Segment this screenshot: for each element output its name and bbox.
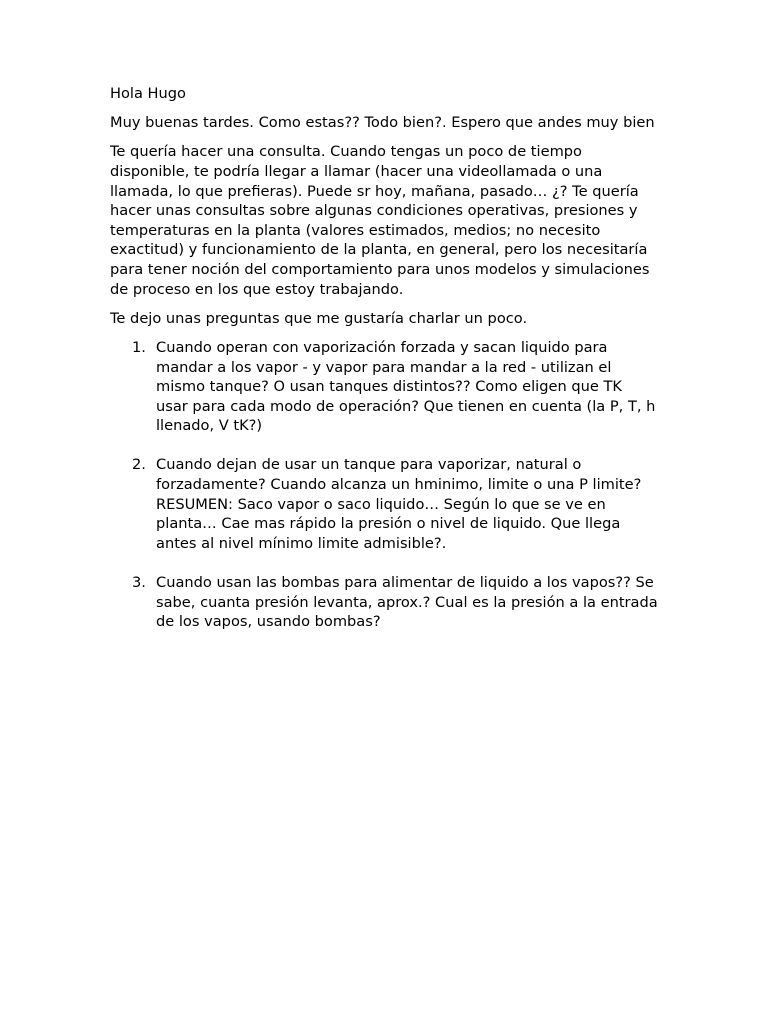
question-item (110, 338, 658, 436)
questions-list (110, 338, 658, 632)
document-page (110, 84, 658, 651)
question-text: Cuando dejan de usar un tanque para vaporizar, natural o forzadamente? Cuando alcanza un hminimo, limite o una P limite? RESUMEN: Saco vapor o saco liquido… Según lo que se ve en planta… Cae mas rápido la presión o nivel de liquido. Que llega antes al nivel mínimo limite admisible?. (156, 456, 642, 552)
question-number: 1. (132, 338, 146, 356)
question-number: 2. (132, 456, 146, 474)
question-item (110, 455, 658, 553)
question-text: Cuando operan con vaporización forzada y sacan liquido para mandar a los vapor - y vapor para mandar a la red - utilizan el mismo tanque? O usan tanques distintos?? Como eligen que TK usar para cada modo de operación? Que tienen en cuenta (la P, T, h llenado, V tK?) (156, 338, 656, 435)
paragraph-questions-lead: Te dejo unas preguntas que me gustaría charlar un poco. (110, 309, 528, 327)
question-text: Cuando usan las bombas para alimentar de liquido a los vapos?? Se sabe, cuanta presión levanta, aprox.? Cual es la presión a la entrada de los vapos, usando bombas? (156, 574, 658, 631)
paragraph-intro: Muy buenas tardes. Como estas?? Todo bien?. Espero que andes muy bien (110, 114, 655, 132)
greeting-line: Hola Hugo (110, 85, 186, 102)
question-item (110, 573, 658, 632)
question-number: 3. (132, 574, 146, 592)
paragraph-request: Te quería hacer una consulta. Cuando tengas un poco de tiempo disponible, te podría llegar a llamar (hacer una videollamada o una llamada, lo que prefieras). Puede sr hoy, mañana, pasado… ¿? Te quería hacer unas consultas sobre algunas condiciones operativas, presiones y temperaturas en la planta (valores estimados, medios; no necesito exactitud) y funcionamiento de la planta, en general, pero los necesitaría para tener noción del comportamiento para unos modelos y simulaciones de proceso en los que estoy trabajando. (110, 143, 650, 298)
